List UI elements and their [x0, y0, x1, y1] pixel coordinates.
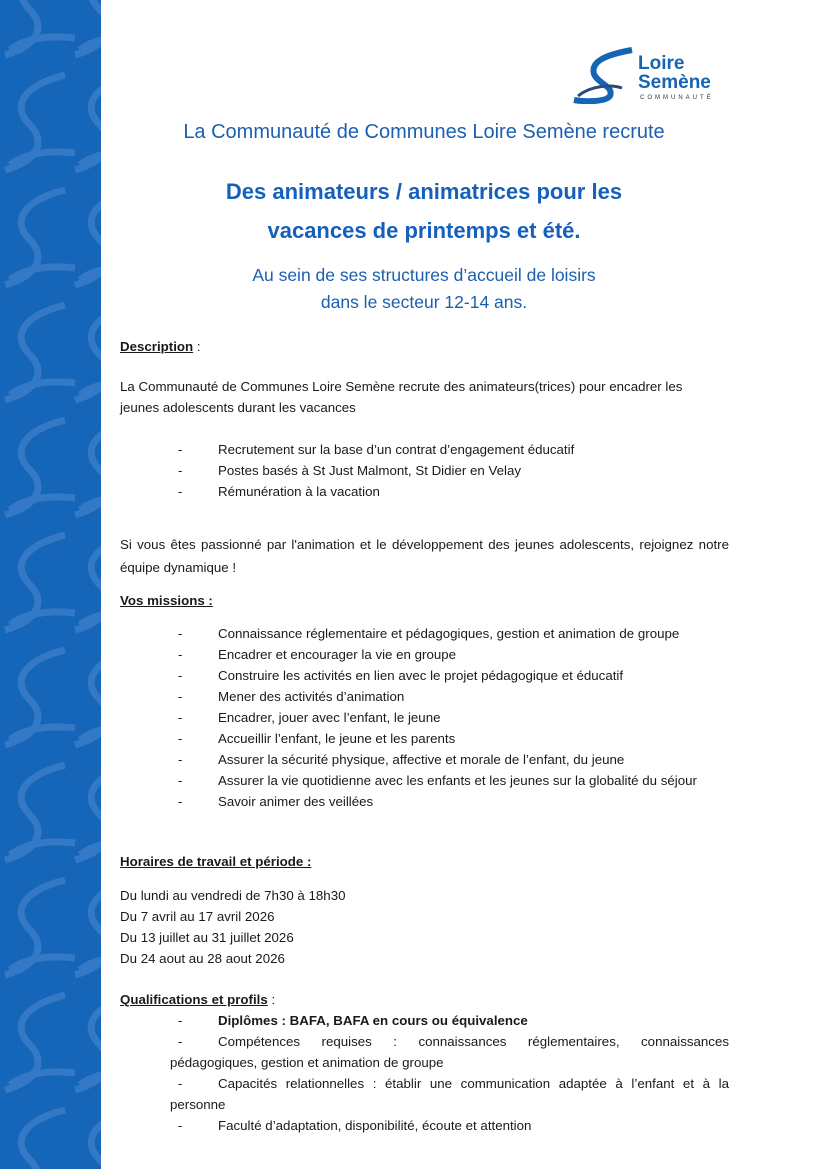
- horaires-line: Du 24 aout au 28 aout 2026: [120, 951, 285, 966]
- list-item: - Capacités relationnelles : établir une communication adaptée à l’enfant et à la personne: [170, 1076, 729, 1112]
- description-heading: Description: [120, 339, 194, 354]
- list-item: - Connaissance réglementaire et pédagogiques, gestion et animation de groupe: [178, 626, 680, 641]
- list-item-text: Rémunération à la vacation: [218, 484, 380, 499]
- list-item-text: Encadrer et encourager la vie en groupe: [218, 647, 457, 662]
- list-item-text: Capacités relationnelles : établir une communication adaptée à l’enfant et à la personne: [170, 1076, 729, 1112]
- list-item: - Diplômes : BAFA, BAFA en cours ou équivalence: [178, 1013, 528, 1028]
- list-item-text: Recrutement sur la base d’un contrat d’engagement éducatif: [218, 442, 575, 457]
- list-item: - Construire les activités en lien avec le projet pédagogique et éducatif: [178, 668, 624, 683]
- logo-text-communaute: COMMUNAUTÉ: [640, 95, 714, 101]
- horaires-line: Du 13 juillet au 31 juillet 2026: [120, 930, 294, 945]
- missions-section: [120, 590, 729, 812]
- list-item: - Postes basés à St Just Malmont, St Didier en Velay: [178, 463, 522, 478]
- logo-s-icon: [570, 46, 636, 104]
- list-item-text: Construire les activités en lien avec le projet pédagogique et éducatif: [218, 668, 624, 683]
- list-item-text: Accueillir l’enfant, le jeune et les parents: [218, 731, 456, 746]
- headline: [101, 172, 747, 250]
- description-paragraph: La Communauté de Communes Loire Semène recrute des animateurs(trices) pour encadrer les jeunes adolescents durant les vacances: [120, 379, 683, 415]
- list-item: - Recrutement sur la base d’un contrat d’engagement éducatif: [178, 442, 575, 457]
- list-item-text: Diplômes : BAFA, BAFA en cours ou équivalence: [218, 1013, 528, 1028]
- list-item-text: Connaissance réglementaire et pédagogiques, gestion et animation de groupe: [218, 626, 680, 641]
- horaires-line: Du 7 avril au 17 avril 2026: [120, 909, 275, 924]
- subtitle-line-1: Au sein de ses structures d’accueil de loisirs: [252, 265, 596, 285]
- list-item: - Accueillir l’enfant, le jeune et les parents: [178, 731, 456, 746]
- horaires-heading: Horaires de travail et période :: [120, 854, 312, 869]
- qualifications-section: [120, 989, 729, 1136]
- logo-text-loire: Loire: [638, 53, 685, 74]
- list-item-text: Savoir animer des veillées: [218, 794, 374, 809]
- list-item-text: Assurer la sécurité physique, affective et morale de l’enfant, du jeune: [218, 752, 625, 767]
- list-item: - Savoir animer des veillées: [178, 794, 374, 809]
- heading-suffix: :: [267, 992, 276, 1007]
- list-item: - Encadrer et encourager la vie en groupe: [178, 647, 457, 662]
- list-item: - Assurer la sécurité physique, affective et morale de l’enfant, du jeune: [178, 752, 625, 767]
- intro-paragraph: Si vous êtes passionné par l'animation et le développement des jeunes adolescents, rejoignez notre équipe dynamique !: [120, 537, 729, 575]
- list-item-text: Mener des activités d’animation: [218, 689, 405, 704]
- list-item-text: Faculté d’adaptation, disponibilité, écoute et attention: [218, 1118, 532, 1133]
- list-item: - Rémunération à la vacation: [178, 484, 380, 499]
- list-item-text: Postes basés à St Just Malmont, St Didier en Velay: [218, 463, 522, 478]
- list-item: - Encadrer, jouer avec l’enfant, le jeune: [178, 710, 441, 725]
- horaires-section: [120, 851, 729, 969]
- decorative-sidebar: [0, 0, 101, 1169]
- horaires-line: Du lundi au vendredi de 7h30 à 18h30: [120, 888, 346, 903]
- list-item: - Faculté d’adaptation, disponibilité, écoute et attention: [178, 1118, 532, 1133]
- logo-text-semene: Semène: [638, 72, 711, 93]
- list-item-text: Encadrer, jouer avec l’enfant, le jeune: [218, 710, 441, 725]
- logo: [570, 46, 735, 106]
- subtitle: [101, 262, 747, 316]
- page-title: La Communauté de Communes Loire Semène recrute: [183, 121, 665, 143]
- list-item: - Mener des activités d’animation: [178, 689, 405, 704]
- subtitle-line-2: dans le secteur 12-14 ans.: [320, 292, 528, 312]
- heading-suffix: :: [193, 339, 201, 354]
- list-item: - Assurer la vie quotidienne avec les enfants et les jeunes sur la globalité du séjour: [178, 773, 697, 788]
- headline-line-1: Des animateurs / animatrices pour les: [225, 179, 623, 204]
- list-item-text: Assurer la vie quotidienne avec les enfants et les jeunes sur la globalité du séjour: [218, 773, 697, 788]
- qualifications-heading: Qualifications et profils: [120, 992, 268, 1007]
- headline-line-2: vacances de printemps et été.: [267, 218, 581, 243]
- s-pattern-icon: [0, 0, 101, 1169]
- missions-heading: Vos missions :: [120, 593, 213, 608]
- description-section: [120, 336, 729, 502]
- list-item-text: Compétences requises : connaissances réglementaires, connaissances pédagogiques, gestion et animation de groupe: [170, 1034, 729, 1070]
- list-item: - Compétences requises : connaissances réglementaires, connaissances pédagogiques, gestion et animation de groupe: [170, 1034, 729, 1070]
